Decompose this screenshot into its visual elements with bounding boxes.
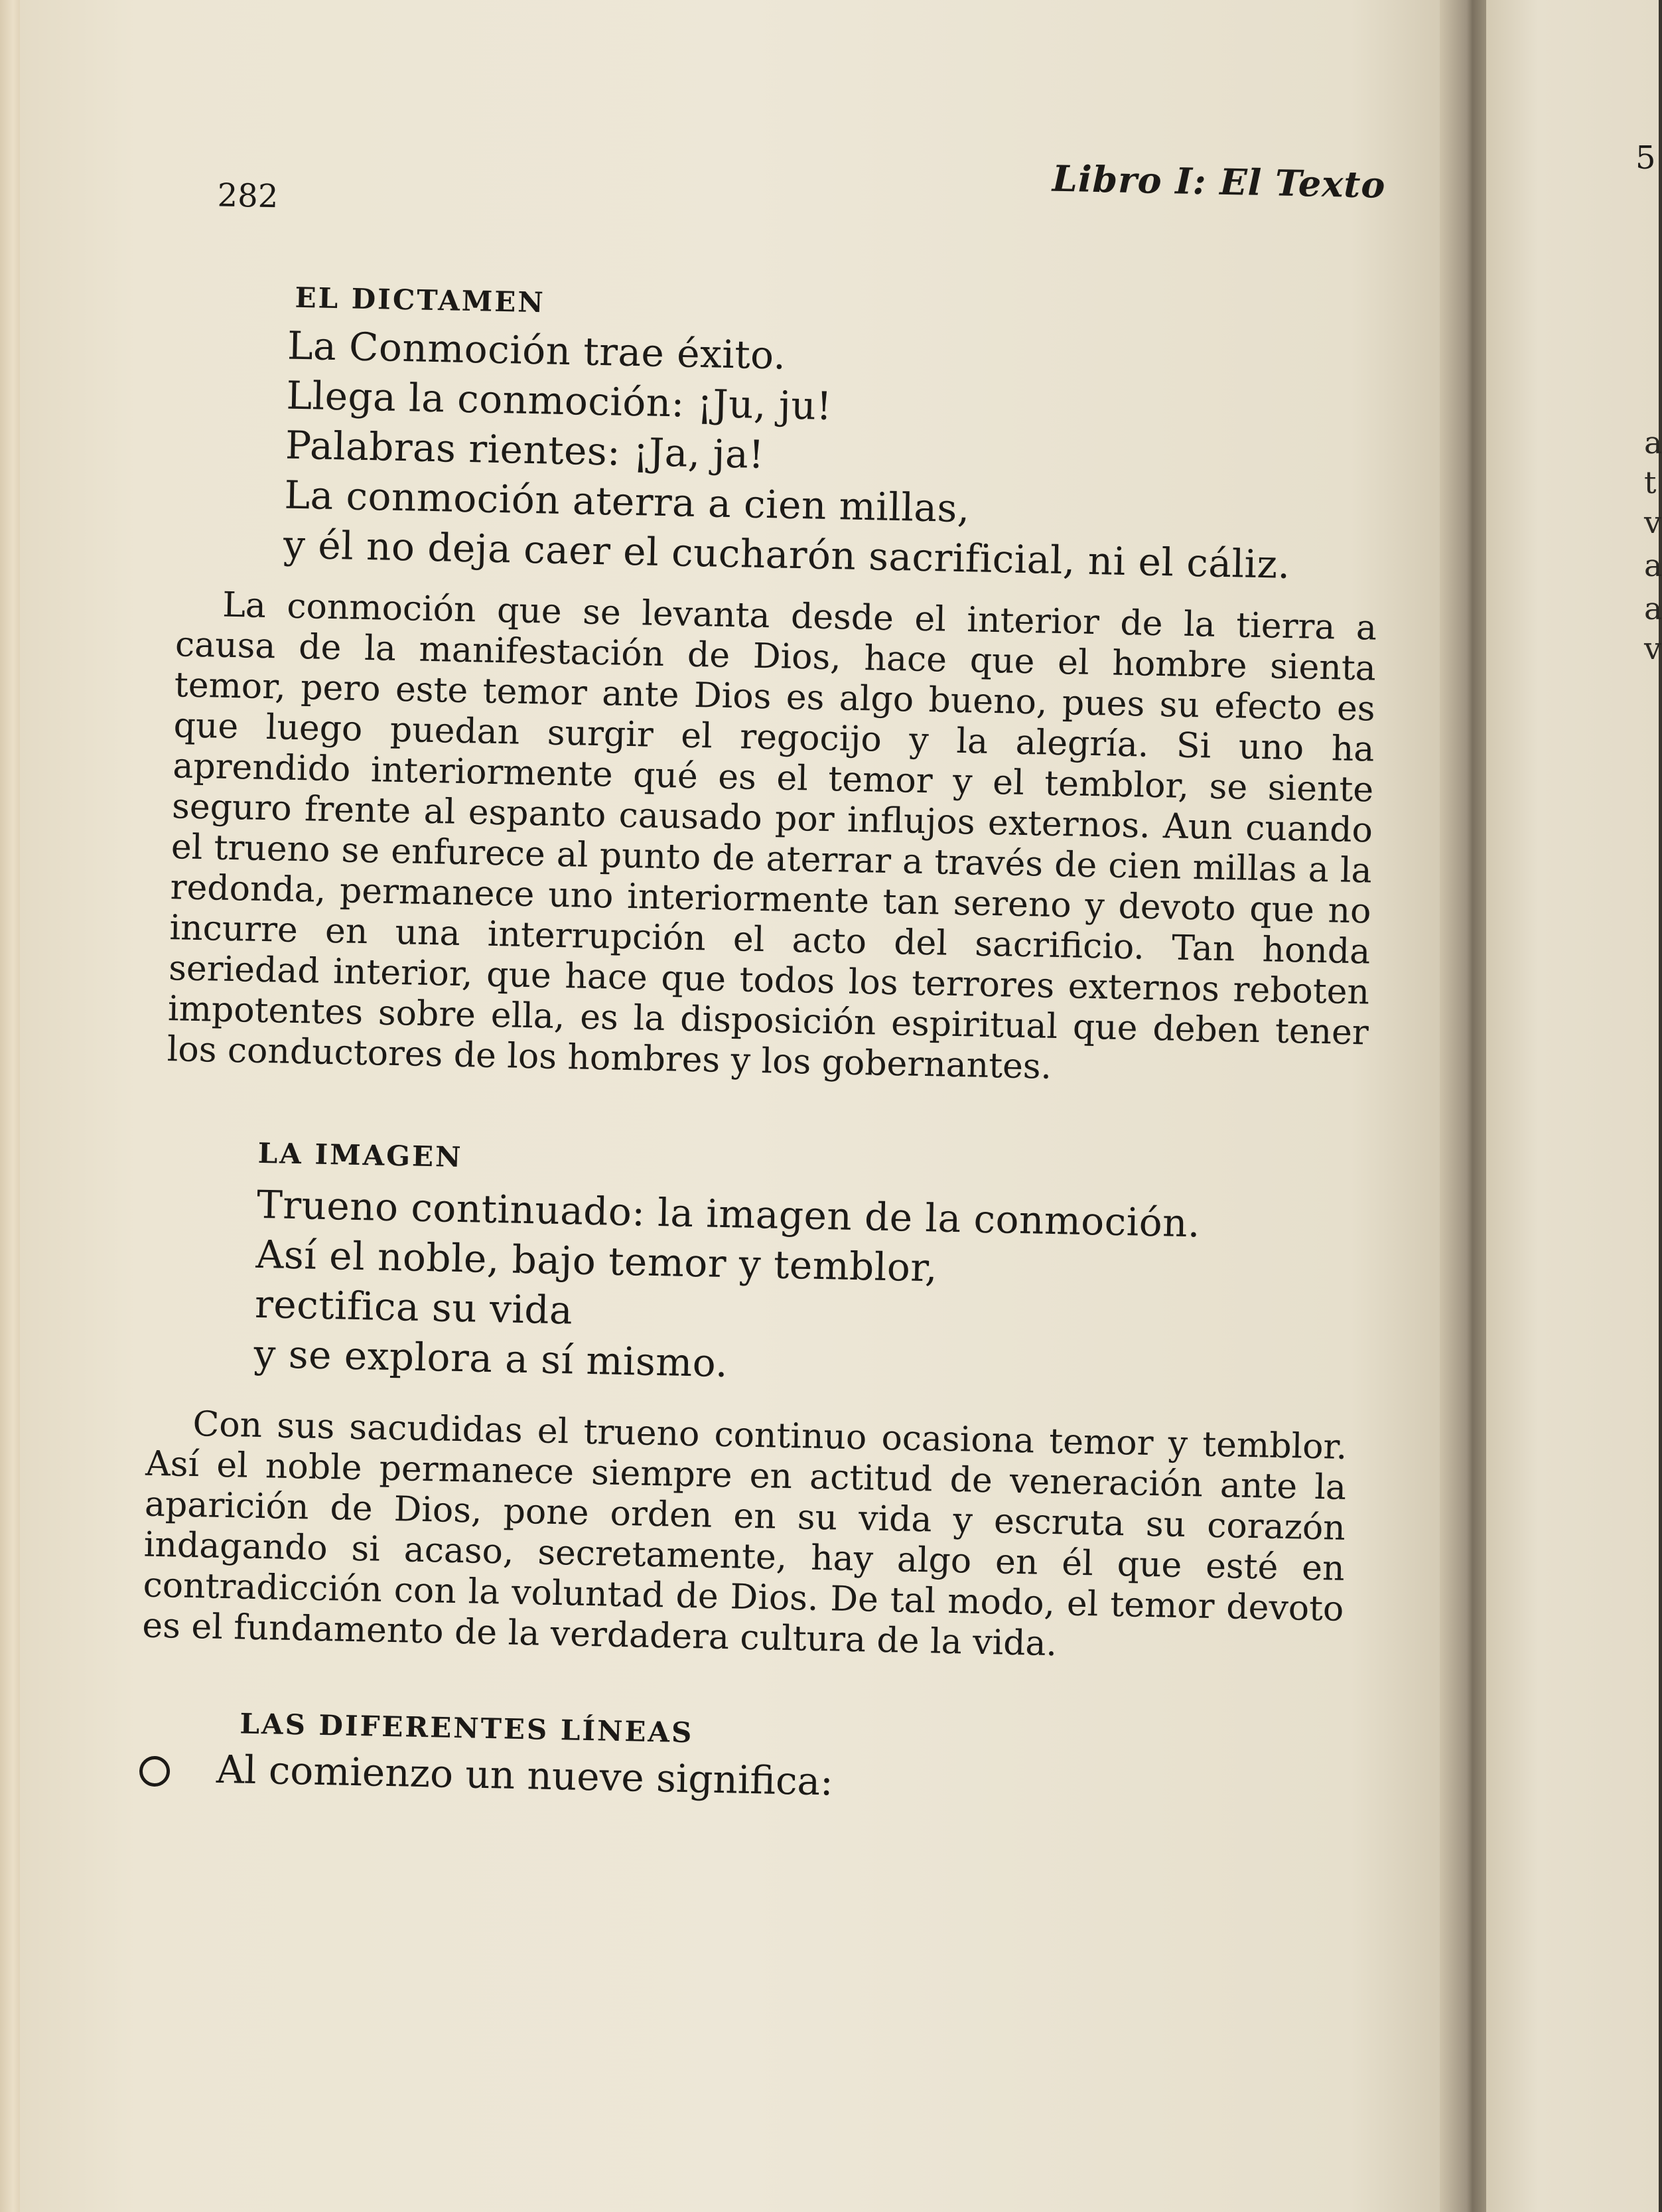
right-line-fragment: v xyxy=(1644,630,1661,666)
left-page xyxy=(20,0,1466,2212)
commentary-imagen: Con sus sacudidas el trueno continuo ocasiona temor y temblor. Así el noble permanece siempre en actitud de veneración ante la aparición de Dios, pone orden en su vida y escruta su corazón indagando si acaso, secretamente, hay algo en él que esté en contradicción con la voluntad de Dios. De tal modo, el temor devoto es el fundamento de la verdadera cultura de la vida. xyxy=(141,1404,1348,1664)
verse-line: Así el noble, bajo temor y temblor, xyxy=(255,1231,938,1291)
section-heading-imagen: LA IMAGEN xyxy=(257,1136,463,1174)
section-heading-lineas: LAS DIFERENTES LÍNEAS xyxy=(240,1707,694,1749)
verse-imagen xyxy=(253,1180,1352,1401)
line-first-entry xyxy=(139,1745,833,1805)
right-line-fragment: a xyxy=(1644,425,1662,461)
right-line-fragment: v xyxy=(1644,504,1661,540)
verse-line: Llega la conmoción: ¡Ju, ju! xyxy=(286,372,833,429)
page-number: 282 xyxy=(217,177,279,216)
verse-line: La Conmoción trae éxito. xyxy=(287,323,787,378)
verse-dictamen xyxy=(283,321,1382,592)
commentary-dictamen: La conmoción que se levanta desde el interior de la tierra a causa de la manifestación de Dios, hace que el hombre sienta temor, pero este temor ante Dios es algo bueno, pues su efecto es que luego puedan surgir el regocijo y la alegría. Si uno ha aprendido interiormente qué es el temor y el temblor, se siente seguro frente al espanto causado por influjos externos. Aun cuando el trueno se enfurece al punto de aterrar a través de cien millas a la redonda, permanece uno interiormente tan sereno y devoto que no incurre en una interrupción el acto del sacrificio. Tan honda seriedad interior, que hace que todos los terrores externos reboten impotentes sobre ella, es la disposición espiritual que deben tener los conductores de los hombres y los gobernantes. xyxy=(167,585,1377,1087)
verse-line: y él no deja caer el cucharón sacrificial, ni el cáliz. xyxy=(283,522,1291,587)
right-page-number-fragment: 5 xyxy=(1635,139,1656,177)
verse-line: Trueno continuado: la imagen de la conmoción. xyxy=(256,1181,1201,1246)
verse-line: y se explora a sí mismo. xyxy=(253,1331,728,1386)
verse-line: Palabras rientes: ¡Ja, ja! xyxy=(285,422,765,477)
right-page xyxy=(1486,0,1662,2212)
right-line-fragment: a xyxy=(1644,591,1662,627)
circle-line-icon xyxy=(139,1755,171,1787)
verse-line: rectifica su vida xyxy=(254,1281,573,1333)
section-heading-dictamen: EL DICTAMEN xyxy=(295,281,546,319)
running-head: Libro I: El Texto xyxy=(1052,157,1387,206)
verse-line: La conmoción aterra a cien millas, xyxy=(284,472,971,532)
right-line-fragment: a xyxy=(1644,548,1662,583)
right-line-fragment: t xyxy=(1644,465,1657,500)
first-line-text: Al comienzo un nueve significa: xyxy=(216,1746,834,1805)
page-content xyxy=(141,119,1387,1805)
